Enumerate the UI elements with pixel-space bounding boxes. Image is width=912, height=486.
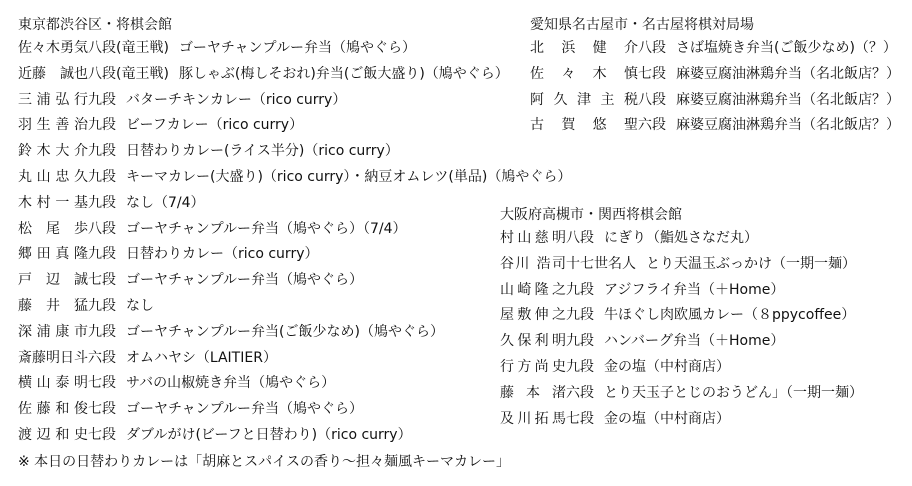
meal-text: アジフライ弁当（＋Home） bbox=[604, 281, 785, 298]
player-rank: 九段 bbox=[566, 307, 594, 324]
player-rank: 八段(竜王戦) bbox=[88, 65, 169, 82]
tokyo-rows bbox=[18, 36, 571, 449]
list-item bbox=[18, 217, 571, 243]
list-item bbox=[18, 88, 571, 114]
player-name: 渡辺和史 bbox=[18, 426, 88, 443]
player-name: 佐藤和俊 bbox=[18, 401, 88, 418]
list-item bbox=[18, 423, 571, 449]
player-name: 谷川 浩司 bbox=[500, 255, 566, 272]
meal-text: ダブルがけ(ビーフと日替わり)（rico curry） bbox=[126, 426, 412, 443]
meal-text: 金の塩（中村商店） bbox=[604, 410, 730, 427]
meal-text: キーマカレー(大盛り)（rico curry）・納豆オムレツ(単品)（鳩やぐら） bbox=[126, 168, 572, 185]
player-rank: 七段 bbox=[566, 410, 594, 427]
player-name: 藤本渚 bbox=[500, 384, 566, 401]
player-rank: 九段 bbox=[566, 358, 594, 375]
list-item bbox=[500, 329, 863, 355]
player-rank: 八段 bbox=[88, 220, 116, 237]
player-rank: 六段 bbox=[566, 384, 594, 401]
meal-text: ビーフカレー（rico curry） bbox=[126, 117, 304, 134]
meal-text: とり天玉子とじのおうどん」（一期一麺） bbox=[604, 384, 863, 401]
player-name: 郷田真隆 bbox=[18, 246, 88, 263]
player-name: 藤井猛 bbox=[18, 297, 88, 314]
player-rank: 六段 bbox=[88, 349, 116, 366]
player-rank: 十七世名人 bbox=[566, 255, 636, 272]
player-name: 屋敷伸之 bbox=[500, 307, 566, 324]
meal-text: なし（7/4） bbox=[126, 194, 205, 211]
player-rank: 九段 bbox=[88, 323, 116, 340]
meal-text: 麻婆豆腐油淋鶏弁当（名北飯店？） bbox=[676, 91, 900, 108]
list-item bbox=[18, 268, 571, 294]
list-item bbox=[18, 320, 571, 346]
player-name: 北浜健介 bbox=[530, 40, 638, 56]
player-rank: 八段(竜王戦) bbox=[88, 40, 169, 56]
meal-text: バターチキンカレー（rico curry） bbox=[126, 91, 347, 108]
player-name: 及川拓馬 bbox=[500, 410, 566, 427]
meal-text: ゴーヤチャンプルー弁当（鳩やぐら） bbox=[126, 401, 364, 418]
player-rank: 九段 bbox=[88, 143, 116, 160]
player-name: 鈴木大介 bbox=[18, 143, 88, 160]
player-name: 阿久津主税 bbox=[530, 91, 638, 108]
player-rank: 八段 bbox=[638, 91, 666, 108]
meal-text: ハンバーグ弁当（＋Home） bbox=[604, 333, 785, 350]
player-rank: 九段 bbox=[566, 333, 594, 350]
osaka-rows bbox=[500, 226, 863, 432]
list-item bbox=[530, 88, 900, 114]
list-item bbox=[500, 226, 863, 252]
meal-text: とり天温玉ぶっかけ（一期一麺） bbox=[646, 255, 856, 272]
player-rank: 九段 bbox=[88, 168, 116, 185]
player-name: 羽生善治 bbox=[18, 117, 88, 134]
player-rank: 九段 bbox=[88, 194, 116, 211]
meal-text: ゴーヤチャンプルー弁当（鳩やぐら）（7/4） bbox=[126, 220, 407, 237]
meal-text: ゴーヤチャンプルー弁当（鳩やぐら） bbox=[178, 40, 416, 56]
meal-text: 麻婆豆腐油淋鶏弁当（名北飯店？） bbox=[676, 65, 900, 82]
meal-text: 麻婆豆腐油淋鶏弁当（名北飯店？） bbox=[676, 117, 900, 134]
nagoya-section bbox=[530, 15, 900, 139]
player-name: 久保利明 bbox=[500, 333, 566, 350]
section-title: 大阪府高槻市・関西将棋会館 bbox=[500, 207, 682, 223]
player-rank: 八段 bbox=[638, 40, 666, 56]
player-name: 行方尚史 bbox=[500, 358, 566, 375]
player-name: 深浦康市 bbox=[18, 323, 88, 340]
list-item bbox=[18, 139, 571, 165]
player-name: 佐々木慎 bbox=[530, 65, 638, 82]
list-item bbox=[530, 36, 900, 62]
list-item bbox=[18, 371, 571, 397]
footnote: ※ 本日の日替わりカレーは「胡麻とスパイスの香り～担々麺風キーマカレー」 bbox=[18, 454, 511, 470]
list-item bbox=[500, 303, 863, 329]
meal-text: ゴーヤチャンプルー弁当(ご飯少なめ)（鳩やぐら） bbox=[126, 323, 444, 340]
list-item bbox=[500, 407, 863, 433]
list-item bbox=[500, 278, 863, 304]
player-name: 近藤 誠也 bbox=[18, 65, 88, 82]
section-title: 東京都渋谷区・将棋会館 bbox=[18, 17, 172, 33]
section-title: 愛知県名古屋市・名古屋将棋対局場 bbox=[530, 17, 754, 33]
meal-text: 日替わりカレー（rico curry） bbox=[126, 246, 319, 263]
player-name: 村山慈明 bbox=[500, 230, 566, 246]
player-rank: 七段 bbox=[88, 401, 116, 418]
list-item bbox=[18, 294, 571, 320]
player-name: 斎藤明日斗 bbox=[18, 349, 88, 366]
player-name: 木村一基 bbox=[18, 194, 88, 211]
player-rank: 七段 bbox=[88, 272, 116, 289]
nagoya-rows bbox=[530, 36, 900, 139]
player-rank: 六段 bbox=[638, 117, 666, 134]
list-item bbox=[500, 355, 863, 381]
osaka-section bbox=[500, 205, 863, 432]
player-rank: 七段 bbox=[88, 426, 116, 443]
list-item bbox=[18, 346, 571, 372]
list-item bbox=[530, 62, 900, 88]
player-rank: 九段 bbox=[88, 91, 116, 108]
player-name: 三浦弘行 bbox=[18, 91, 88, 108]
list-item bbox=[18, 62, 571, 88]
list-item bbox=[18, 113, 571, 139]
player-rank: 九段 bbox=[88, 246, 116, 263]
player-name: 松尾歩 bbox=[18, 220, 88, 237]
list-item bbox=[18, 397, 571, 423]
meal-text: オムハヤシ（LAITIER） bbox=[126, 349, 277, 366]
player-name: 古賀悠聖 bbox=[530, 117, 638, 134]
player-name: 横山泰明 bbox=[18, 375, 88, 392]
player-name: 戸辺誠 bbox=[18, 272, 88, 289]
list-item bbox=[18, 165, 571, 191]
list-item bbox=[500, 252, 863, 278]
meal-text: 日替わりカレー(ライス半分)（rico curry） bbox=[126, 143, 399, 160]
player-rank: 九段 bbox=[88, 117, 116, 134]
player-rank: 七段 bbox=[638, 65, 666, 82]
player-name: 佐々木勇気 bbox=[18, 40, 88, 56]
meal-text: なし bbox=[126, 297, 154, 314]
player-rank: 九段 bbox=[566, 281, 594, 298]
player-rank: 九段 bbox=[88, 297, 116, 314]
player-rank: 七段 bbox=[88, 375, 116, 392]
meal-text: 牛ほぐし肉欧風カレー（８ppycoffee） bbox=[604, 307, 856, 324]
meal-text: 金の塩（中村商店） bbox=[604, 358, 730, 375]
player-rank: 八段 bbox=[566, 230, 594, 246]
list-item bbox=[18, 191, 571, 217]
list-item bbox=[18, 36, 571, 62]
meal-text: ゴーヤチャンプルー弁当（鳩やぐら） bbox=[126, 272, 364, 289]
player-name: 山崎隆之 bbox=[500, 281, 566, 298]
meal-text: にぎり（鮨処さなだ丸） bbox=[604, 230, 758, 246]
tokyo-section bbox=[18, 15, 571, 449]
list-item bbox=[530, 113, 900, 139]
meal-text: サバの山椒焼き弁当（鳩やぐら） bbox=[126, 375, 336, 392]
list-item bbox=[18, 242, 571, 268]
list-item bbox=[500, 381, 863, 407]
meal-text: 豚しゃぶ(梅しそおれ)弁当(ご飯大盛り)（鳩やぐら） bbox=[178, 65, 509, 82]
meal-text: さば塩焼き弁当(ご飯少なめ)（？） bbox=[676, 40, 897, 56]
player-name: 丸山忠久 bbox=[18, 168, 88, 185]
